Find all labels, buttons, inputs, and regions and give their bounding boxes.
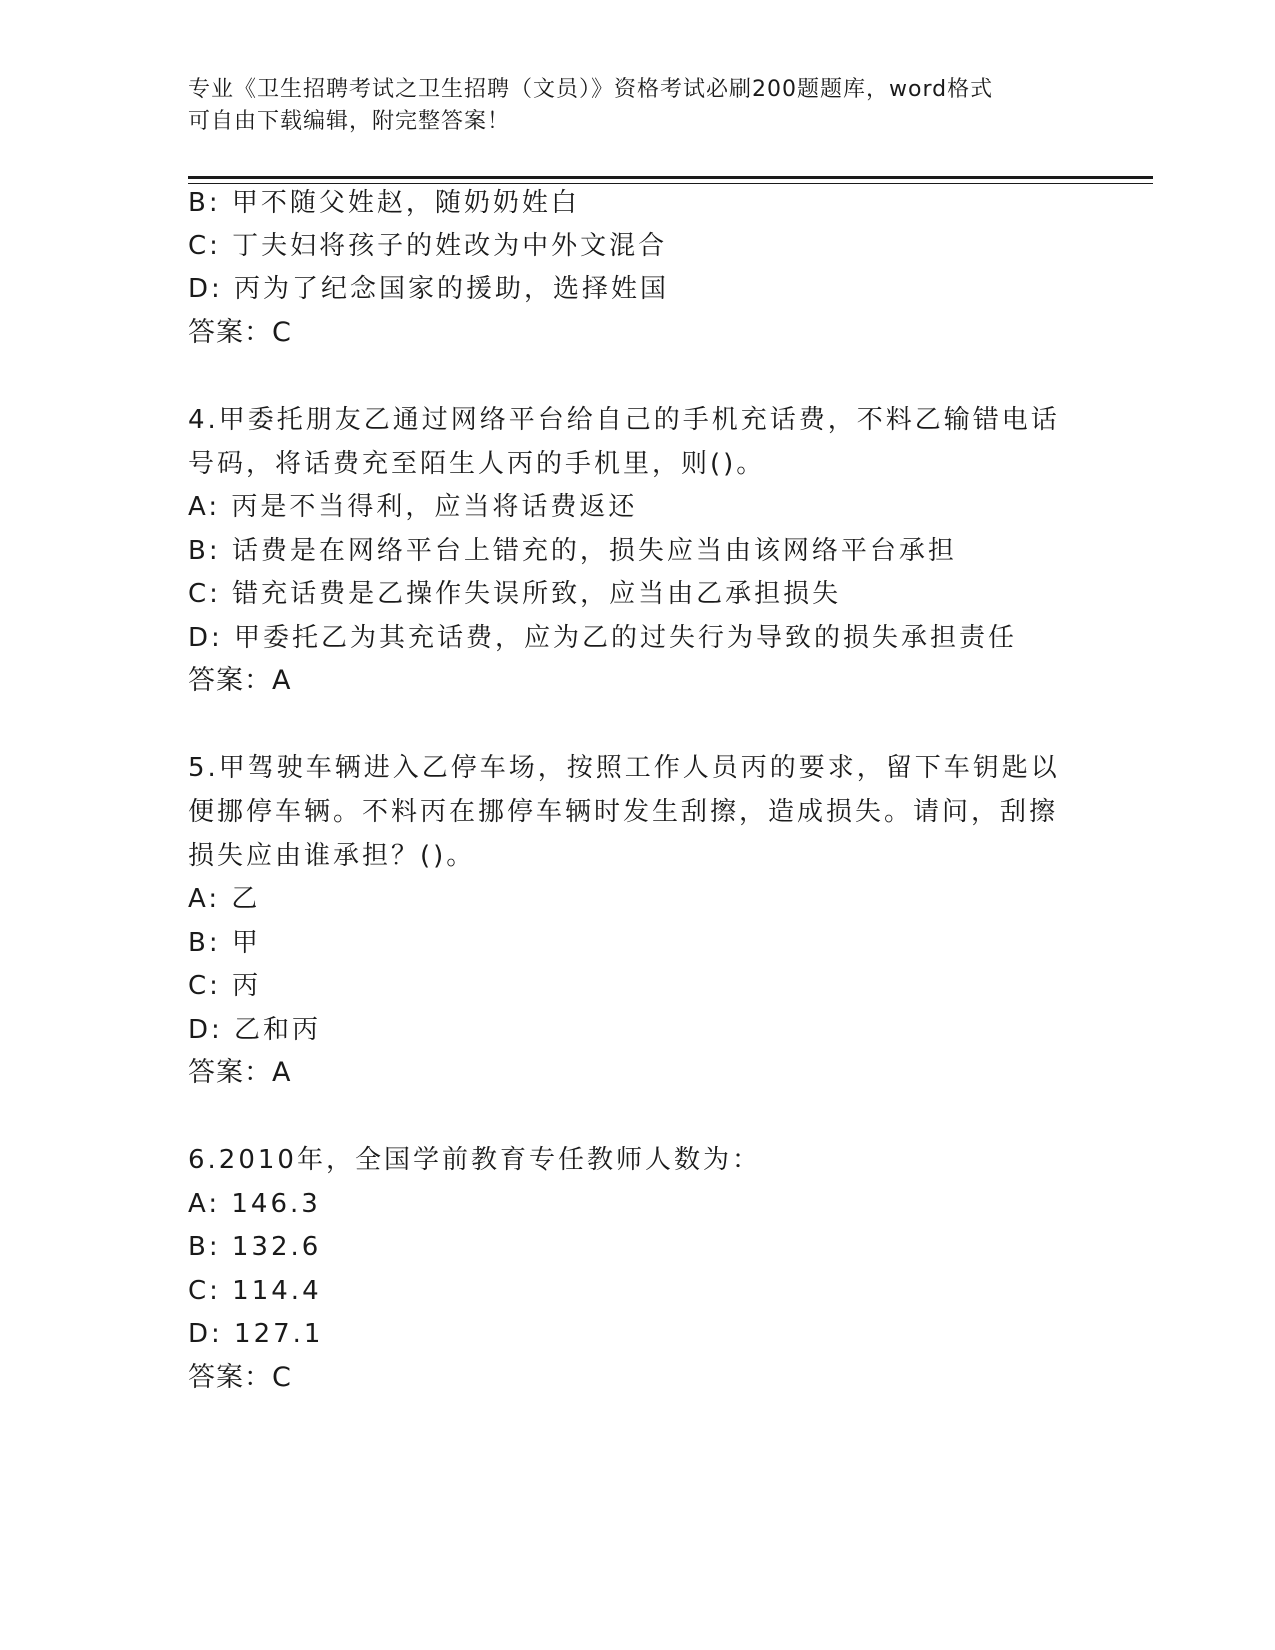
q4-option-a: A: 丙是不当得利，应当将话费返还: [188, 492, 638, 522]
q5-stem-line-3: 损失应由谁承担？()。: [188, 841, 476, 871]
q5-option-c: C: 丙: [188, 971, 262, 1001]
q4-stem-line-1: 4.甲委托朋友乙通过网络平台给自己的手机充话费，不料乙输错电话: [188, 405, 1060, 435]
q6-option-d: D: 127.1: [188, 1319, 324, 1349]
header-title-line-1: 专业《卫生招聘考试之卫生招聘（文员）》资格考试必刷200题题库，word格式: [188, 77, 994, 102]
q5-stem-line-1: 5.甲驾驶车辆进入乙停车场，按照工作人员丙的要求，留下车钥匙以: [188, 753, 1060, 783]
q5-option-b: B: 甲: [188, 928, 261, 958]
header-divider-thick: [188, 176, 1153, 179]
q6-stem-line-1: 6.2010年，全国学前教育专任教师人数为：: [188, 1145, 761, 1175]
q4-option-d: D: 甲委托乙为其充话费，应为乙的过失行为导致的损失承担责任: [188, 623, 1018, 653]
q5-answer: 答案：A: [188, 1057, 292, 1088]
q3-option-c: C: 丁夫妇将孩子的姓改为中外文混合: [188, 231, 668, 261]
header-divider-thin: [188, 183, 1153, 184]
q4-stem-line-2: 号码，将话费充至陌生人丙的手机里，则()。: [188, 449, 766, 479]
q3-option-b: B: 甲不随父姓赵，随奶奶姓白: [188, 188, 580, 218]
q4-option-b: B: 话费是在网络平台上错充的，损失应当由该网络平台承担: [188, 536, 957, 566]
q4-option-c: C: 错充话费是乙操作失误所致，应当由乙承担损失: [188, 579, 842, 609]
q5-option-d: D: 乙和丙: [188, 1015, 322, 1045]
q5-stem-line-2: 便挪停车辆。不料丙在挪停车辆时发生刮擦，造成损失。请问，刮擦: [188, 797, 1059, 827]
q5-option-a: A: 乙: [188, 884, 261, 914]
q4-answer: 答案：A: [188, 665, 292, 696]
q6-answer: 答案：C: [188, 1362, 292, 1393]
q6-option-a: A: 146.3: [188, 1189, 321, 1219]
q6-option-b: B: 132.6: [188, 1232, 322, 1262]
header-title-line-2: 可自由下载编辑，附完整答案！: [188, 109, 511, 134]
document-header: [188, 74, 1068, 138]
q3-option-d: D: 丙为了纪念国家的援助，选择姓国: [188, 274, 670, 304]
q6-option-c: C: 114.4: [188, 1276, 322, 1306]
q3-answer: 答案：C: [188, 317, 292, 348]
